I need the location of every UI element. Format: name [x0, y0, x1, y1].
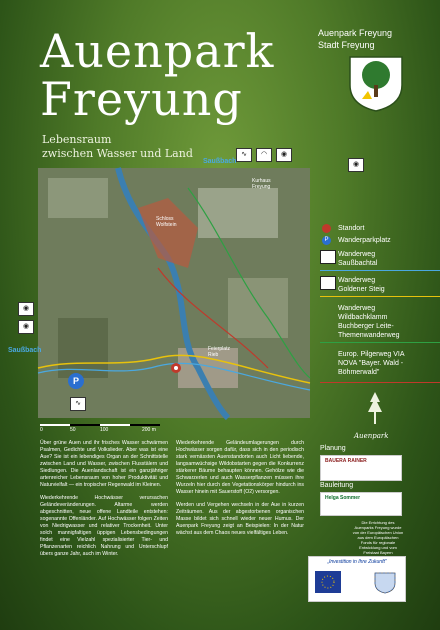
legend-item-5 — [338, 304, 399, 340]
legend-item-3-line-1: Wanderweg — [338, 251, 376, 258]
legend-item-4-line-1: Wanderweg — [338, 277, 376, 284]
map-label-stream-left: Saußbach — [8, 347, 42, 354]
map-place-2 — [252, 178, 271, 190]
map-place-1-line-2: Wolfstein — [156, 222, 177, 228]
subtitle-line-1: Lebensraum — [42, 133, 112, 146]
text-column-1 — [40, 440, 168, 558]
funding-logos — [308, 556, 406, 602]
column-1-paragraph-1: Über grüne Auen und ihr frisches Wasser schwärmen Psalmen, Gedichte und Volkslieder. Aber was ist eine Aue? Sie ist ein lebendiges Organ an der Schnittstelle zwischen Land und Wasser, zwischen Flusstälern und Siedlungen. Die Auenlandschaft ist ein ganzjähriger artenreicher Lebensraum von hoher Produktivität und Naturvielfalt — ein tropischer Regenwald im Kleinen. — [40, 440, 168, 488]
subtitle-line-2: zwischen Wasser und Land — [42, 147, 193, 160]
planung-firm: BAUERA RAINER — [325, 458, 367, 464]
map-place-3-line-1: Feierplatz — [208, 346, 230, 352]
legend-item-3 — [338, 250, 377, 268]
column-2-paragraph-1: Wiederkehrende Geländeumlagerungen durch Hochwässer sorgen dafür, dass sich in den periodisch stark vernässten Auenstandorten auch Licht liebende, langsamwüchsige Wildobstarten gegen die Konkurrenz stärkerer Bäume behaupten können. Gehölze wie die Schwarzerlen und auch Wasserpflanzen müssen ihre Wurzeln hier durch den Vegetationskörper hindurch ins Wasser hinein mit Sauerstoff (O2) versorgen. — [176, 440, 304, 495]
invest-text: „Investition in Ihre Zukunft" — [327, 559, 387, 565]
trail-marker-icon: ◉ — [18, 320, 34, 334]
legend-parking: Wanderparkplatz — [338, 237, 391, 244]
town-line-2: Stadt Freyung — [318, 40, 375, 50]
title-line-1: Auenpark — [40, 24, 275, 78]
trail-marker-icon: ◉ — [276, 148, 292, 162]
legend-line-blue — [320, 270, 440, 271]
eu-funding-text: Die Errichtung des Auenparks Freyung wurde von der Europäischen Union aus dem Europäischen Fonds für regionale Entwicklung und vom Freistaat Bayern — [352, 520, 404, 555]
legend-item-5-line-1: Wanderweg — [338, 305, 376, 312]
map-place-2-line-2: Freyung — [252, 184, 271, 190]
auenpark-logo-icon — [364, 390, 386, 426]
scale-100: 100 — [100, 427, 109, 433]
legend-item-4-line-2: Goldener Steig — [338, 286, 385, 293]
legend-item-6-line-1: Europ. Pilgerweg VIA — [338, 351, 405, 358]
bavaria-crest-icon — [373, 571, 397, 595]
legend-item-5-line-4: Themenwanderweg — [338, 332, 400, 339]
title-line-2: Freyung — [40, 72, 243, 126]
scale-200: 200 m — [142, 427, 156, 433]
legend-line-green — [320, 342, 440, 343]
planung-logo — [320, 455, 402, 481]
trail-marker-icon: ◠ — [256, 148, 272, 162]
legend-item-6-line-2: NOVA "Bayer. Wald - — [338, 360, 404, 367]
map-place-1-line-1: Schloss — [156, 216, 174, 222]
legend-line-yellow — [320, 296, 440, 297]
legend-item-6 — [338, 350, 405, 377]
eu-flag-icon — [315, 571, 341, 593]
parking-icon: P — [68, 373, 84, 389]
legend-item-4 — [338, 276, 385, 294]
trail-marker-icon: ◉ — [18, 302, 34, 316]
legend-item-5-line-2: Wildbachklamm — [338, 314, 388, 321]
scale-bar — [40, 424, 160, 426]
trail-goldener-steig-icon — [320, 276, 336, 290]
trail-saussbach-icon — [320, 250, 336, 264]
map-place-2-line-1: Kurhaus — [252, 178, 271, 184]
legend-item-6-line-3: Böhmerwald" — [338, 369, 380, 376]
map-label-stream-top: Saußbach — [203, 158, 237, 165]
legend-line-red — [320, 382, 440, 383]
planung-label: Planung — [320, 445, 346, 452]
bauleitung-label: Bauleitung — [320, 482, 354, 489]
bauleitung-logo — [320, 492, 402, 516]
trail-marker-icon: ◉ — [348, 158, 364, 172]
scale-50: 50 — [70, 427, 76, 433]
coat-of-arms-icon — [348, 55, 404, 113]
map-place-1 — [156, 216, 176, 228]
scale-0: 0 — [40, 427, 43, 433]
column-1-paragraph-2: Wiederkehrende Hochwässer verursachen Geländeveränderungen. Altarme werden abgeschnitten, neue offene Landteile entstehen: sogenannte Offenländer. Auf Hochwässer folgen Zeiten von Niedrigwasser und relativer Trockenheit. Unter solch mannigfaltigen üppigen Lebensbedingungen findet eine Vielzahl spezialisierter Tier- und Pflanzenarten reichlich Nahrung und Unterschlupf übers ganze Jahr, auch im Winter. — [40, 495, 168, 557]
legend-standort: Standort — [338, 225, 365, 232]
auenpark-logo-label: Auenpark — [354, 432, 389, 440]
column-2-paragraph-2: Werden und Vergehen wechseln in der Aue in kurzen Zeiträumen. Aus der abgestorbenen organischen Masse bildet sich schnell wieder neuer Humus. Der Auenpark Freyung zeigt an Beispielen: In der Natur wächst aus dem Chaos neues vielfältiges Leben. — [176, 502, 304, 536]
standort-icon — [322, 224, 331, 233]
text-column-2 — [176, 440, 304, 537]
map-place-3 — [208, 346, 230, 358]
map-place-3-line-2: Rieb — [208, 352, 219, 358]
bauleitung-firm: Helga Sommer — [325, 495, 361, 501]
trail-marker-icon: ∿ — [236, 148, 252, 162]
town-line-1: Auenpark Freyung — [318, 28, 393, 38]
parking-legend-icon: P — [322, 236, 331, 245]
legend-item-5-line-3: Buchberger Leite- — [338, 323, 394, 330]
trail-marker-icon: ∿ — [70, 397, 86, 411]
legend-item-3-line-2: Saußbachtal — [338, 260, 378, 267]
